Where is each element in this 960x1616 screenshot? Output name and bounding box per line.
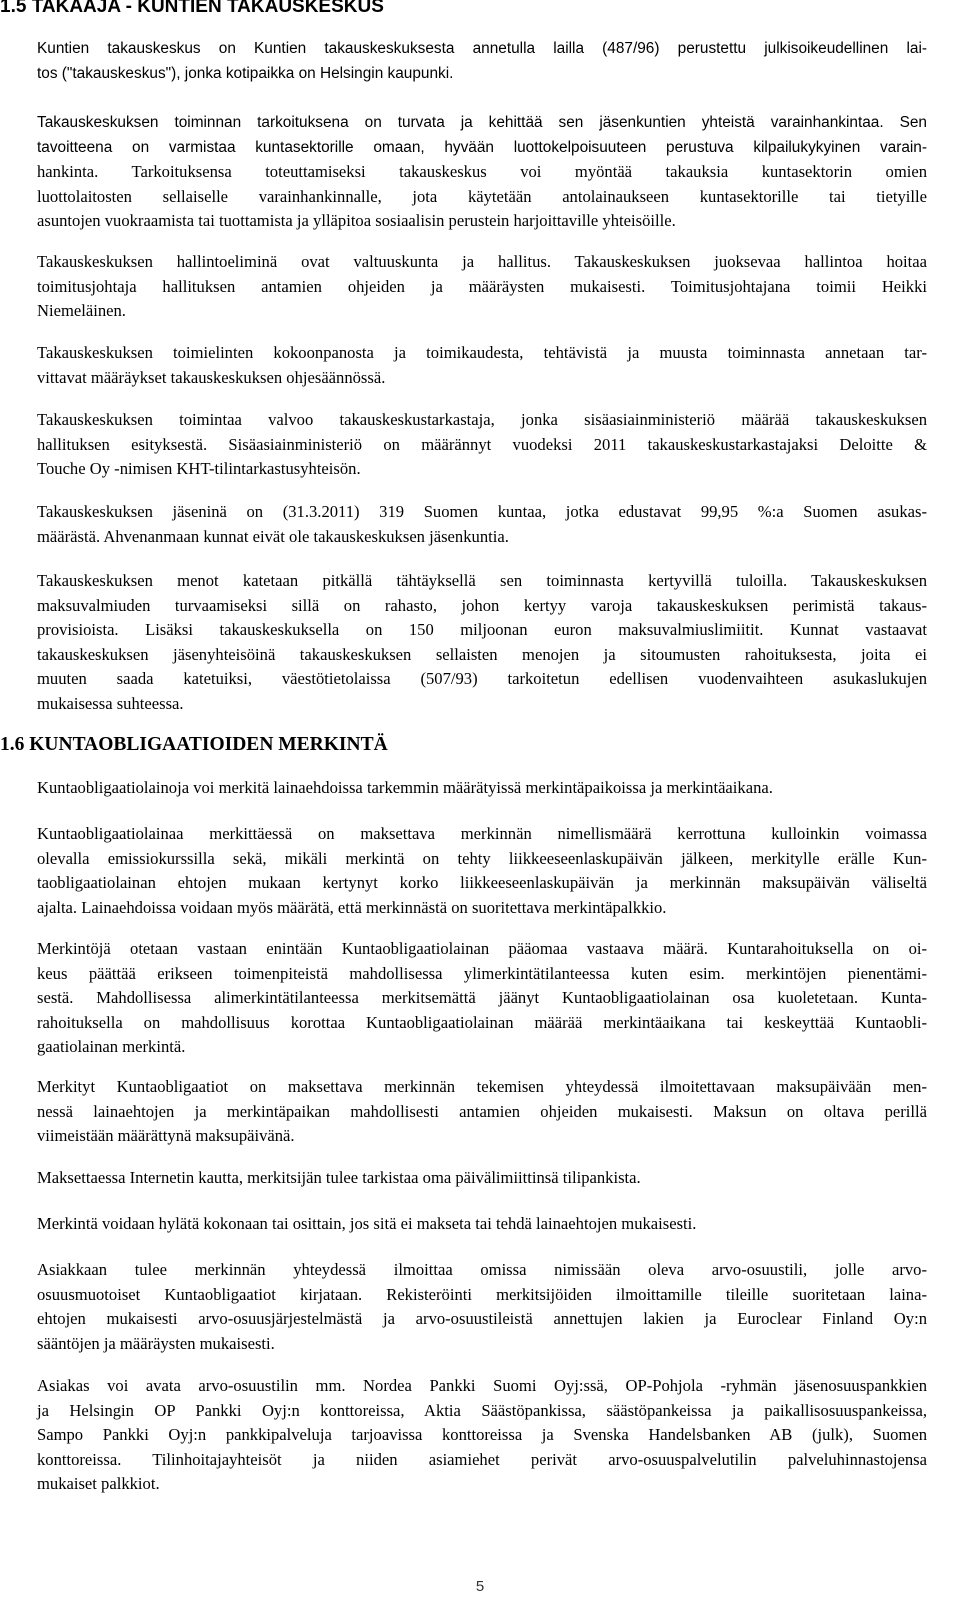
text-line: asuntojen vuokraamista tai tuottamista ja ylläpitoa sosiaalisin perustein harjoittaville yhteisöille. xyxy=(37,211,676,230)
text-line: tos ("takauskeskus"), jonka kotipaikka on Helsingin kaupunki. xyxy=(37,64,454,82)
paragraph xyxy=(37,822,927,920)
text-line: konttoreissa. Tilinhoitajayhteisöt ja niiden asiamiehet perivät arvo-osuuspalvelutilin palveluhinnastojensa xyxy=(37,1449,927,1469)
paragraph xyxy=(37,937,927,1060)
text-line: rahoituksella on mahdollisuus korottaa Kuntaobligaatiolainan määrää merkintäaikana tai keskeyttää Kuntaobli- xyxy=(37,1012,927,1032)
text-line: Asiakas voi avata arvo-osuustilin mm. Nordea Pankki Suomi Oyj:ssä, OP-Pohjola -ryhmän jäsenosuuspankkien xyxy=(37,1376,927,1395)
paragraph xyxy=(37,500,927,549)
text-line: Merkintä voidaan hylätä kokonaan tai osittain, jos sitä ei makseta tai tehdä lainaehtojen mukaisesti. xyxy=(37,1214,697,1233)
paragraph xyxy=(37,37,927,86)
text-line: takauskeskuksen jäsenyhteisöinä takauskeskuksen sellaisten menojen ja sitoumusten rahoituksesta, joita ei xyxy=(37,644,927,664)
text-line: ehtojen mukaisesti arvo-osuusjärjestelmästä ja arvo-osuustileistä annettujen lakien ja Euroclear Finland Oy:n xyxy=(37,1309,927,1328)
paragraph xyxy=(37,1374,927,1497)
text-line: Touche Oy -nimisen KHT-tilintarkastusyhteisön. xyxy=(37,459,361,478)
text-line: Takauskeskuksen hallintoeliminä ovat valtuuskunta ja hallitus. Takauskeskuksen juoksevaa hallintoa hoitaa xyxy=(37,252,927,271)
text-line: sestä. Mahdollisessa alimerkintätilanteessa merkitsemättä jäänyt Kuntaobligaatiolainan osa kuoletetaan. Kunta- xyxy=(37,988,927,1007)
page-number: 5 xyxy=(475,1578,485,1595)
text-line: keus päättää erikseen toimenpiteistä mahdollisessa ylimerkintätilanteessa kuten esim. merkintöjen pienentämi- xyxy=(37,963,927,983)
text-line: gaatiolainan merkintä. xyxy=(37,1037,186,1056)
text-line: osuusmuotoiset Kuntaobligaatiot kirjataan. Rekisteröinti merkitsijöiden ilmoittamille tileille suoritetaan laina- xyxy=(37,1284,927,1304)
paragraph xyxy=(37,1075,927,1149)
paragraph xyxy=(37,341,927,390)
paragraph xyxy=(37,111,927,160)
text-line: olevalla emissiokurssilla sekä, mikäli merkintä on tehty liikkeeseenlaskupäivän jälkeen, merkitylle erälle Kun- xyxy=(37,848,927,868)
text-line: Maksettaessa Internetin kautta, merkitsijän tulee tarkistaa oma päivälimiittinsä tilipankista. xyxy=(37,1168,641,1187)
text-line: Takauskeskuksen jäseninä on (31.3.2011) 319 Suomen kuntaa, jotka edustavat 99,95 %:a Suomen asukas- xyxy=(37,502,927,521)
text-line: nessä lainaehtojen ja merkintäpaikan mahdollisesti antamien ohjeiden mukaisesti. Maksun on oltava perillä xyxy=(37,1101,927,1121)
text-line: hankinta. Tarkoituksensa toteuttamiseksi takauskeskus voi myöntää takauksia kuntasektorin omien xyxy=(37,162,927,181)
text-line: tavoitteena on varmistaa kuntasektorille omaan, hyvään luottokelpoisuuteen perustuva kilpailukykyinen varain- xyxy=(37,138,927,156)
paragraph xyxy=(37,250,927,324)
text-line: määrästä. Ahvenanmaan kunnat eivät ole takauskeskuksen jäsenkuntia. xyxy=(37,526,509,546)
text-line: mukaiset palkkiot. xyxy=(37,1474,160,1493)
paragraph xyxy=(37,160,927,234)
text-line: Kuntaobligaatiolainoja voi merkitä lainaehdoissa tarkemmin määrätyissä merkintäpaikoissa ja merkintäaikana. xyxy=(37,778,773,797)
text-line: Merkintöjä otetaan vastaan enintään Kuntaobligaatiolainan pääomaa vastaava määrä. Kuntarahoituksella on oi- xyxy=(37,939,927,958)
text-line: Niemeläinen. xyxy=(37,301,126,320)
text-line: mukaisessa suhteessa. xyxy=(37,693,184,713)
section-heading-kuntaobligaatioiden-merkinta: 1.6 KUNTAOBLIGAATIOIDEN MERKINTÄ xyxy=(0,734,388,755)
text-line: Merkityt Kuntaobligaatiot on maksettava merkinnän tekemisen yhteydessä ilmoitettavaan maksupäivään men- xyxy=(37,1077,927,1096)
text-line: Takauskeskuksen toimielinten kokoonpanosta ja toimikaudesta, tehtävistä ja muusta toiminnasta annetaan tar- xyxy=(37,343,927,362)
text-line: maksuvalmiuden turvaamiseksi sillä on rahasto, johon kertyy varoja takauskeskuksen perimistä takaus- xyxy=(37,595,927,615)
paragraph xyxy=(37,408,927,482)
text-line: hallituksen esityksestä. Sisäasiainministeriö on määrännyt vuodeksi 2011 takauskeskustarkastajaksi Deloitte & xyxy=(37,434,927,454)
paragraph xyxy=(37,569,927,716)
text-line: Sampo Pankki Oyj:n pankkipalveluja tarjoavissa konttoreissa ja Svenska Handelsbanken AB (julk), Suomen xyxy=(37,1425,927,1444)
paragraph xyxy=(37,776,927,801)
text-line: Takauskeskuksen menot katetaan pitkällä tähtäyksellä sen toiminnasta kertyvillä tuloilla. Takauskeskuksen xyxy=(37,571,927,590)
paragraph xyxy=(37,1166,927,1191)
text-line: sääntöjen ja määräysten mukaisesti. xyxy=(37,1333,275,1353)
text-line: muuten saada katetuiksi, väestötietolaissa (507/93) tarkoitetun edellisen vuodenvaihteen asukaslukujen xyxy=(37,669,927,688)
paragraph xyxy=(37,1258,927,1356)
paragraph xyxy=(37,1212,927,1237)
text-line: Takauskeskuksen toimintaa valvoo takauskeskustarkastaja, jonka sisäasiainministeriö määrää takauskeskuksen xyxy=(37,410,927,429)
text-line: toimitusjohtaja hallituksen antamien ohjeiden ja määräysten mukaisesti. Toimitusjohtajana toimii Heikki xyxy=(37,276,927,296)
text-line: taobligaatiolainan ehtojen mukaan kertynyt korko liikkeeseenlaskupäivän ja merkinnän maksupäivän väliseltä xyxy=(37,873,927,892)
text-line: Kuntaobligaatiolainaa merkittäessä on maksettava merkinnän nimellismäärä kerrottuna kulloinkin voimassa xyxy=(37,824,927,843)
text-line: viimeistään määrättynä maksupäivänä. xyxy=(37,1126,295,1145)
text-line: Asiakkaan tulee merkinnän yhteydessä ilmoittaa omissa nimissään oleva arvo-osuustili, jolle arvo- xyxy=(37,1260,927,1279)
text-line: Takauskeskuksen toiminnan tarkoituksena on turvata ja kehittää sen jäsenkuntien yhteistä varainhankintaa. Sen xyxy=(37,114,927,131)
text-line: ja Helsingin OP Pankki Oyj:n konttoreissa, Aktia Säästöpankissa, säästöpankeissa ja paikallisosuuspankeissa, xyxy=(37,1400,927,1420)
text-line: vittavat määräykset takauskeskuksen ohjesäännössä. xyxy=(37,367,386,387)
text-line: provisioista. Lisäksi takauskeskuksella on 150 miljoonan euron maksuvalmiuslimiitit. Kunnat vastaavat xyxy=(37,620,927,639)
section-heading-takaaja: 1.5 TAKAAJA - KUNTIEN TAKAUSKESKUS xyxy=(0,0,384,17)
text-line: luottolaitosten sellaiselle varainhankinnalle, jota käytetään antolainaukseen kuntasektorille tai tietyille xyxy=(37,186,927,206)
text-line: ajalta. Lainaehdoissa voidaan myös määrätä, että merkinnästä on suoritettava merkintäpalkkio. xyxy=(37,897,667,917)
text-line: Kuntien takauskeskus on Kuntien takauskeskuksesta annetulla lailla (487/96) perustettu julkisoikeudellinen lai- xyxy=(37,40,927,57)
